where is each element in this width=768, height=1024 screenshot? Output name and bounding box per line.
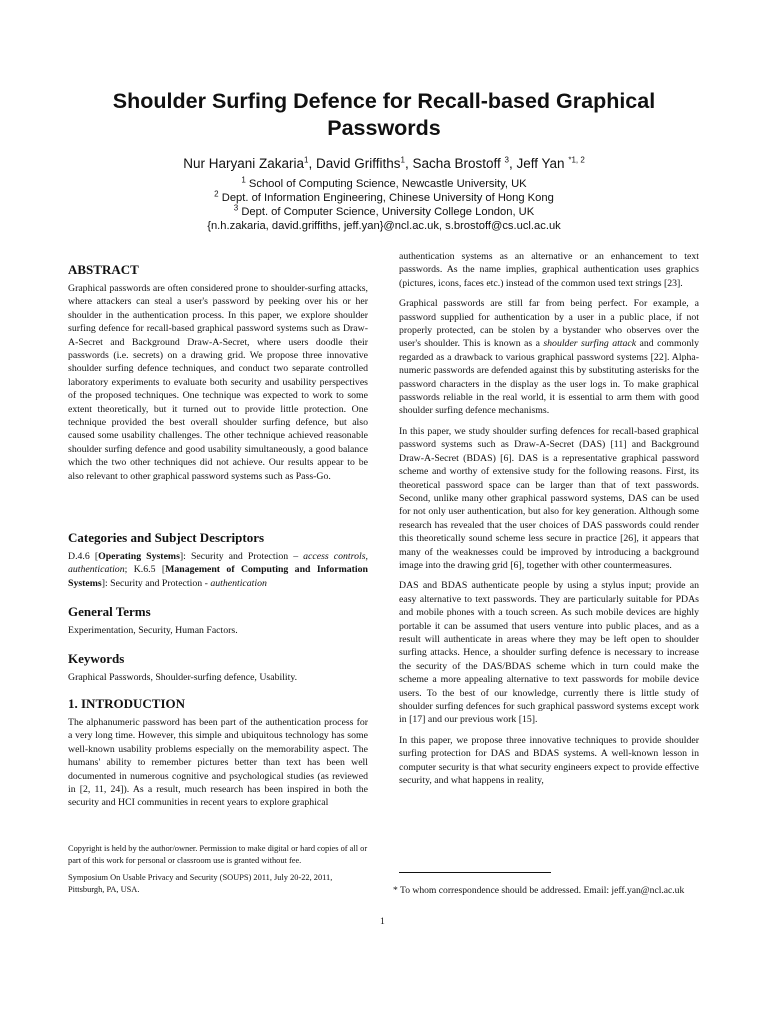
author-affil-mark: 1	[304, 155, 309, 165]
keywords-section	[68, 651, 368, 684]
affiliation-1	[60, 177, 708, 191]
author-affil-mark: 1	[400, 155, 405, 165]
right-column	[399, 250, 699, 794]
author-affil-mark: 3	[504, 155, 509, 165]
introduction-heading: 1. INTRODUCTION	[68, 696, 186, 711]
author-name: Sacha Brostoff	[412, 156, 501, 171]
categories-heading: Categories and Subject Descriptors	[68, 530, 265, 545]
body-paragraph: authentication systems as an alternative or an enhancement to text passwords. As the name implies, graphical authentication uses graphics (pictures, icons, faces etc.) instead of the common used text strings [23].	[399, 251, 699, 289]
affiliation-text: Dept. of Information Engineering, Chinese University of Hong Kong	[221, 192, 554, 204]
abstract-section	[68, 262, 368, 490]
categories-text: D.4.6 [Operating Systems]: Security and Protection – access controls, authentication; K.6.5 [Management of Computing and Information Systems]: Security and Protection - authentication	[68, 551, 368, 589]
affiliation-2	[60, 191, 708, 205]
affiliation-mark: 1	[241, 175, 246, 185]
introduction-text: The alphanumeric password has been part of the authentication process for a very long time. However, this simple and ubiquitous technology has some well-known usability problems especially on the memorability aspect. The humans' ability to remember pictures better than text has been well documented in numerous cognitive and psychological studies (as reviewed in [2, 11, 24]). As a result, much research has been inspired in both the security and HCI communities in recent years to explore graphical	[68, 717, 368, 809]
page-number: 1	[380, 916, 385, 927]
categories-section	[68, 530, 368, 590]
affiliation-text: School of Computing Science, Newcastle University, UK	[248, 178, 527, 190]
body-paragraph: In this paper, we propose three innovative techniques to provide shoulder surfing protection for DAS and BDAS systems. A well-known lesson in computer security is that what security engineers expect to provide effective security, and what happens in reality,	[399, 734, 699, 787]
keywords-heading: Keywords	[68, 651, 125, 666]
footnote-rule	[399, 872, 551, 873]
title-line-2: Passwords	[327, 116, 441, 140]
introduction-section	[68, 696, 368, 810]
general-terms-heading: General Terms	[68, 604, 151, 619]
author-list: Nur Haryani Zakaria$^1$, David Griffiths$^1$, Sacha Brostoff $^3$, Jeff Yan $^{*1, 2}$	[183, 155, 585, 171]
body-paragraph: In this paper, we study shoulder surfing defences for recall-based graphical password systems such as Draw-A-Secret (DAS) [11] and Background Draw-A-Secret (BDAS) [6]. DAS is a representative graphical password scheme and worthy of extensive study for the following reasons. First, its theoretical password space can be larger than that of text passwords. Second, unlike many other graphical password systems, DAS can be used for not only user authentication, but also for key generation. Although some research has revealed that the user choices of DAS passwords could render this theoretically sound scheme less secure in practice [26], it appears that many of the weaknesses could be improved by introducing a background image into the drawing grid [6], together with other countermeasures.	[399, 425, 699, 571]
abstract-text: Graphical passwords are often considered prone to shoulder-surfing attacks, where attackers can steal a user's password by peeking over his or her shoulder in the authentication process. In this paper, we explore shoulder surfing defence for recall-based graphical password systems such as Draw-A-Secret and Background Draw-A-Secret, where users doodle their passwords (i.e. secrets) on a drawing grid. We propose three innovative shoulder surfing defence techniques, and conduct two separate controlled laboratory experiments to evaluate both security and usability perspectives of the proposed techniques. One technique was expected to work to some extent theoretically, but it turned out to provide little protection. One technique provided the best overall shoulder surfing defence, but also caused some usability challenges. The other technique achieved reasonable shoulder surfing defence and good usability simultaneously, a good balance which the two other techniques did not achieve. Our results appear to be also relevant to other graphical password systems such as Pass-Go.	[68, 283, 368, 482]
affiliation-mark: 2	[214, 189, 219, 199]
author-name: Nur Haryani Zakaria	[183, 156, 304, 171]
title-line-1: Shoulder Surfing Defence for Recall-based Graphical	[112, 89, 656, 113]
copyright-notice	[68, 843, 368, 901]
author-affil-mark: *1, 2	[568, 155, 585, 165]
author-emails: {n.h.zakaria, david.griffiths, jeff.yan}@ncl.ac.uk, s.brostoff@cs.ucl.ac.uk	[207, 220, 561, 232]
keywords-text: Graphical Passwords, Shoulder-surfing defence, Usability.	[68, 672, 298, 683]
affiliation-text: Dept. of Computer Science, University College London, UK	[241, 206, 535, 218]
general-terms-section	[68, 604, 368, 637]
copyright-text: Copyright is held by the author/owner. Permission to make digital or hard copies of all or part of this work for personal or classroom use is granted without fee.	[68, 844, 368, 865]
body-paragraph: Graphical passwords are still far from being perfect. For example, a password supplied for authentication by a user in a public place, if not properly protected, can be stolen by a bystander who observes over the user's shoulder. This is known as a shoulder surfing attack and commonly regarded as a drawback to various graphical password systems [22]. Alpha-numeric passwords are defended against this by substituting asterisks for the password characters in the display as the user logs in. To make graphical passwords reliable in the real world, it is essential to arm them with good shoulder surfing defence mechanisms.	[399, 298, 699, 417]
author-name: Jeff Yan	[516, 156, 565, 171]
affiliation-mark: 3	[233, 203, 239, 213]
conference-info: Symposium On Usable Privacy and Security (SOUPS) 2011, July 20-22, 2011, Pittsburgh, PA, USA.	[68, 873, 333, 894]
footnote: * To whom correspondence should be addressed. Email: jeff.yan@ncl.ac.uk	[393, 885, 685, 896]
body-paragraph: DAS and BDAS authenticate people by using a stylus input; provide an easy alternative to text passwords. They are particularly suitable for PDAs and mobile phones with a touch screen. As such mobile devices are highly portable it can be assumed that users venture into public places, and as a result will authenticate in areas where they may be left open to shoulder surfing attacks. Hence, a shoulder surfing defence is necessary to increase the security of the DAS/BDAS scheme which in turn could make the scheme a more appealing alternative to text passwords for mobile device users. To the best of our knowledge, currently there is little study of shoulder surfing defences for such graphical password systems except work in [17] and our previous work [15].	[399, 580, 699, 726]
affiliation-3	[60, 205, 708, 219]
author-name: David Griffiths	[315, 156, 401, 171]
paper-title	[60, 88, 708, 142]
abstract-heading: ABSTRACT	[68, 262, 139, 277]
general-terms-text: Experimentation, Security, Human Factors.	[68, 625, 238, 636]
